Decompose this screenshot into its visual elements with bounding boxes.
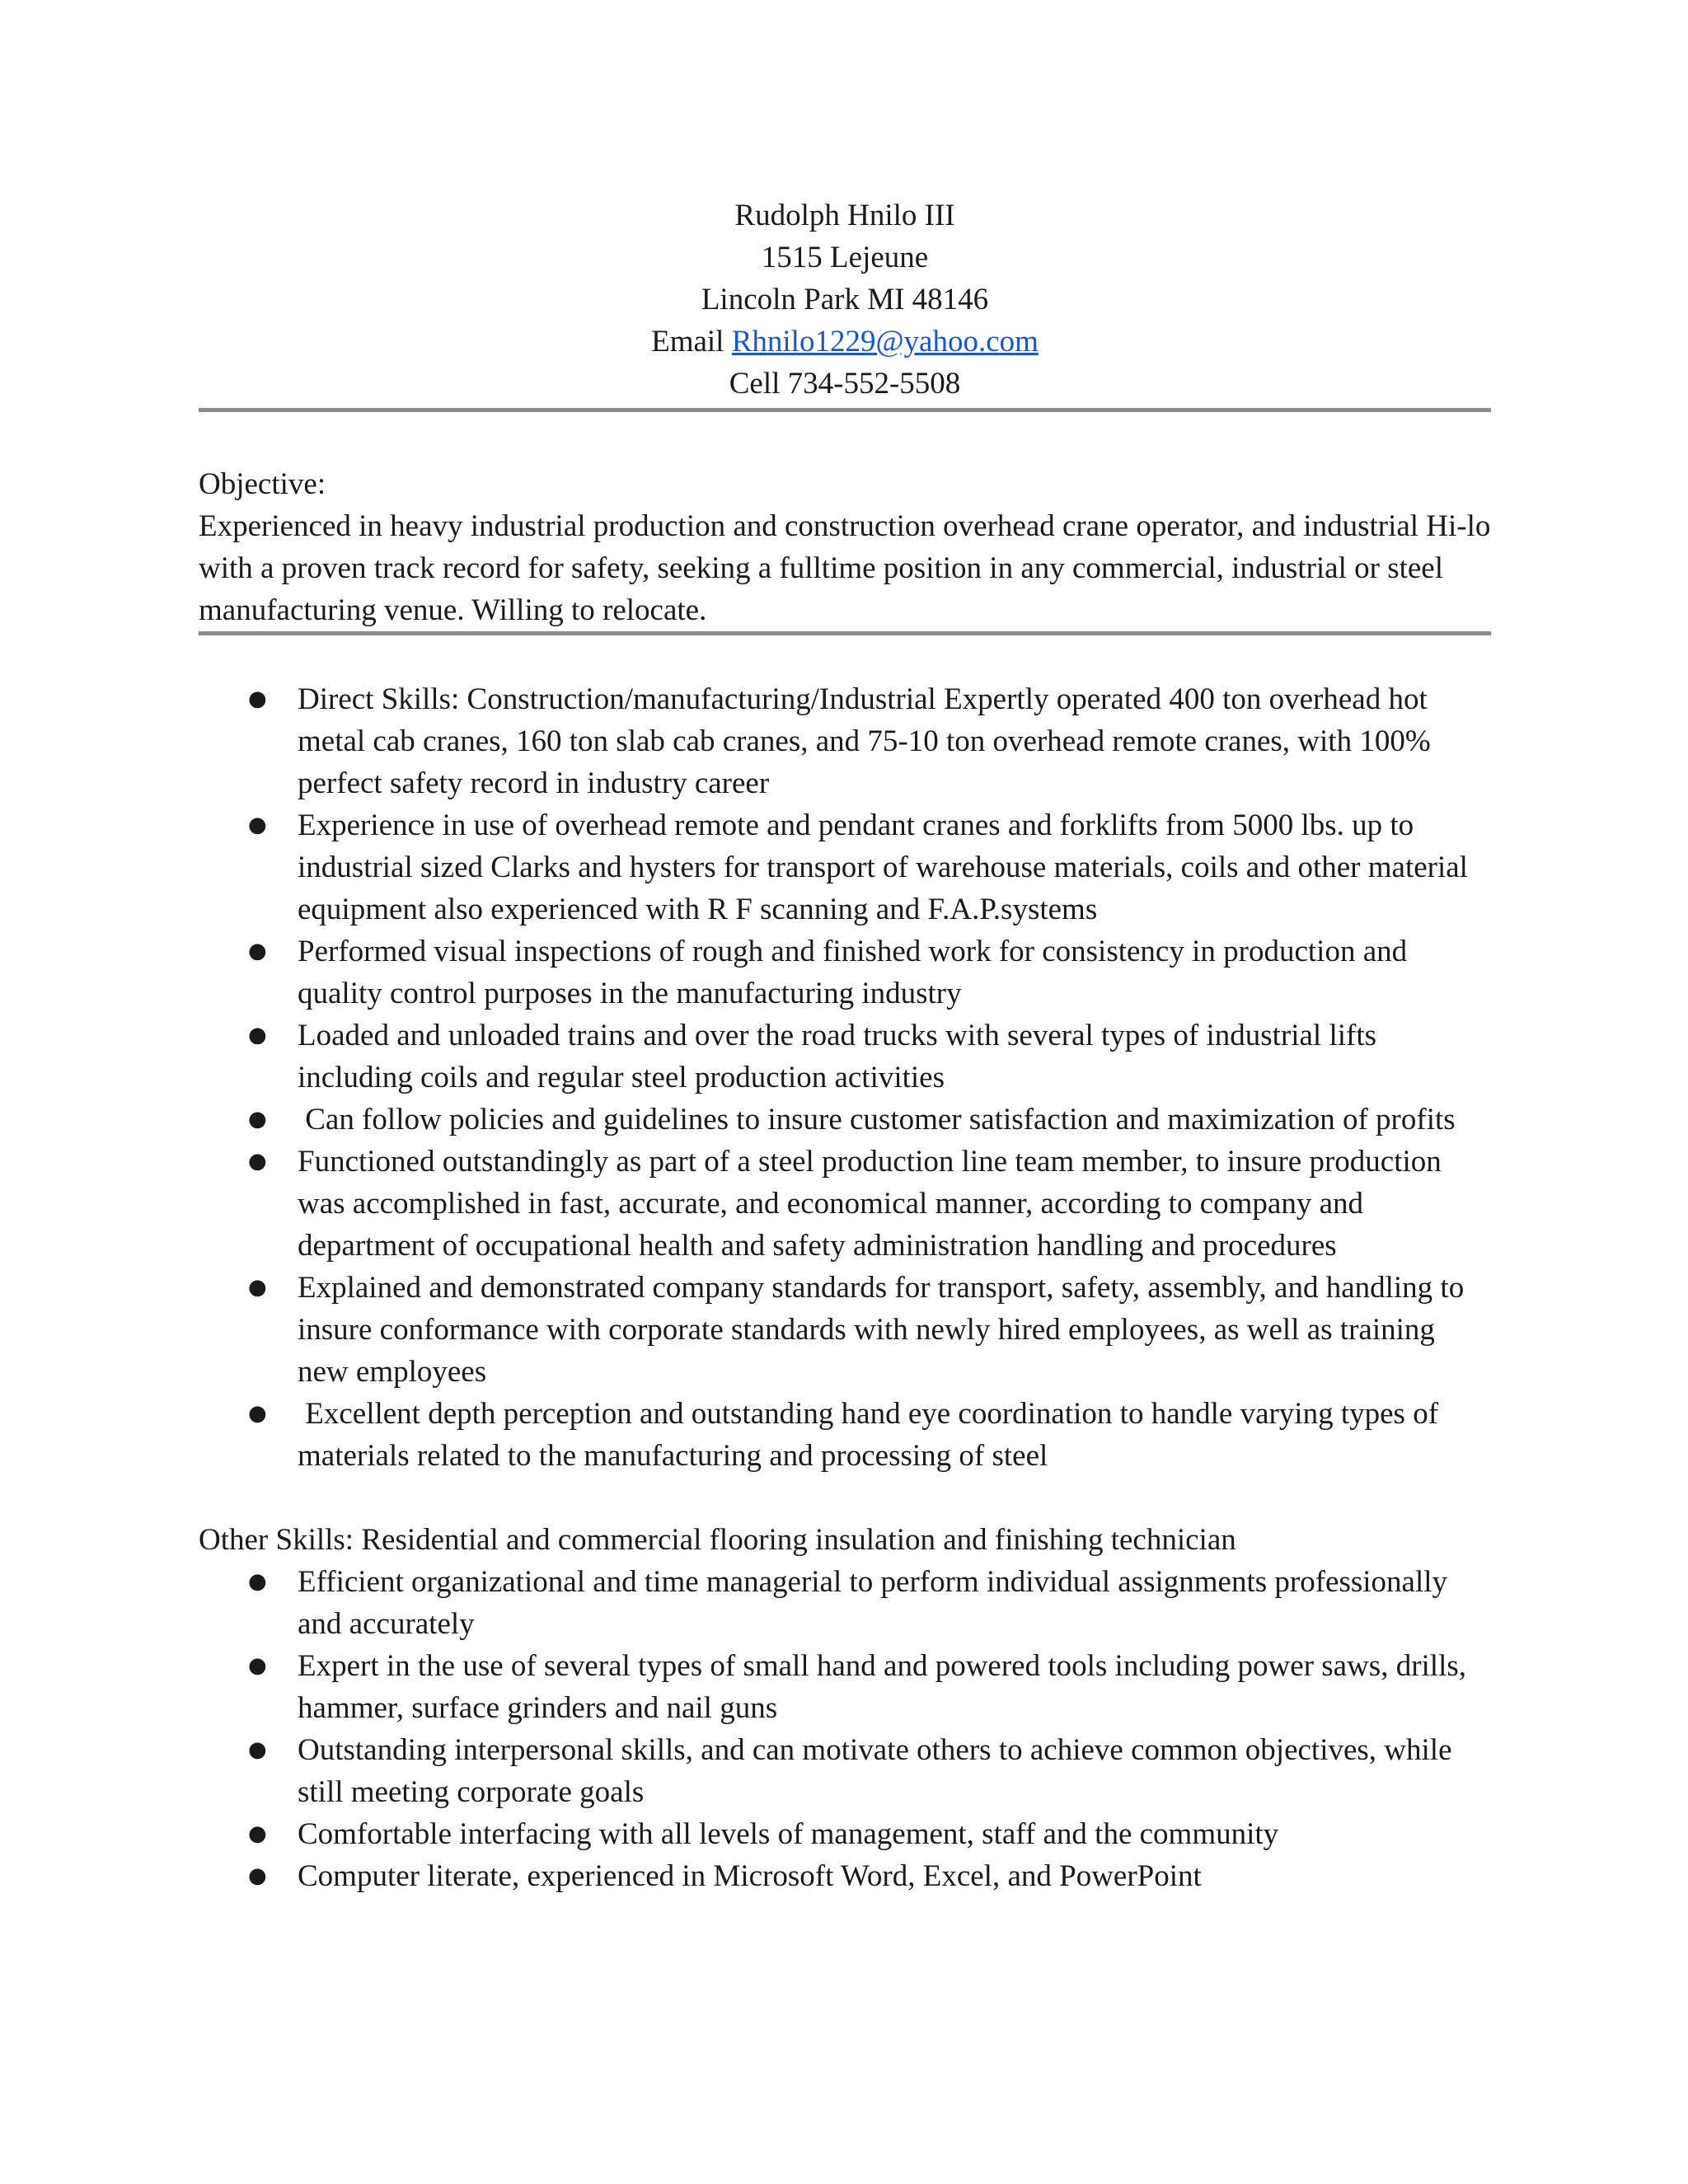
objective-text: Experienced in heavy industrial production and construction overhead crane operator, and industrial Hi-lo with a proven track record for safety, seeking a fulltime position in any commercial, industrial or steel manufacturing venue. Willing to relocate.: [199, 509, 1491, 627]
bullet-icon: ●: [248, 1107, 267, 1132]
objective-section: [199, 463, 1491, 635]
list-item: [199, 1855, 1491, 1897]
list-item: [199, 1729, 1491, 1813]
bullet-icon: ●: [248, 1275, 267, 1300]
list-item: [199, 1099, 1491, 1141]
bullet-icon: ●: [248, 1737, 267, 1762]
candidate-name: Rudolph Hnilo III: [734, 199, 955, 232]
list-item-text: Expert in the use of several types of small hand and powered tools including power saws, drills, hammer, surface grinders and nail guns: [298, 1649, 1467, 1725]
list-item: [199, 1561, 1491, 1645]
list-item-text: Performed visual inspections of rough and finished work for consistency in production and quality control purposes in the manufacturing industry: [298, 935, 1408, 1010]
list-item-text: Comfortable interfacing with all levels of management, staff and the community: [298, 1817, 1279, 1851]
list-item-text: Direct Skills: Construction/manufacturing/Industrial Expertly operated 400 ton overhead hot metal cab cranes, 160 ton slab cab cranes, and 75-10 ton overhead remote cranes, with 100% perfect safety record in industry career: [298, 682, 1431, 800]
list-item: [199, 1015, 1491, 1099]
list-item: [199, 1267, 1491, 1393]
direct-skills-list: [199, 678, 1491, 1477]
list-item: [199, 930, 1491, 1015]
email-link[interactable]: Rhnilo1229@yahoo.com: [731, 325, 1039, 359]
street-address: 1515 Lejeune: [761, 241, 929, 274]
list-item: [199, 1645, 1491, 1729]
bullet-icon: ●: [248, 1401, 267, 1426]
city-address: Lincoln Park MI 48146: [701, 283, 989, 316]
list-item-text: Experience in use of overhead remote and pendant cranes and forklifts from 5000 lbs. up to industrial sized Clarks and hysters for transport of warehouse materials, coils and other material equipment also experienced with R F scanning and F.A.P.systems: [298, 808, 1468, 926]
bullet-icon: ●: [248, 813, 267, 837]
list-item: [199, 1141, 1491, 1267]
cell-phone: Cell 734-552-5508: [729, 367, 961, 401]
objective-heading: Objective:: [199, 467, 326, 501]
email-label: Email: [651, 325, 732, 359]
resume-page: [199, 194, 1491, 1897]
bullet-icon: ●: [248, 1149, 267, 1174]
bullet-icon: ●: [248, 1023, 267, 1047]
other-skills-heading: Other Skills: Residential and commercial flooring insulation and finishing technician: [199, 1523, 1236, 1557]
list-item: [199, 1393, 1491, 1477]
bullet-icon: ●: [248, 1821, 267, 1846]
list-item-text: Can follow policies and guidelines to insure customer satisfaction and maximization of profits: [298, 1103, 1456, 1137]
other-skills-list: [199, 1561, 1491, 1897]
list-item-text: Efficient organizational and time managerial to perform individual assignments professionally and accurately: [298, 1565, 1447, 1641]
bullet-icon: ●: [248, 939, 267, 963]
list-item: [199, 1813, 1491, 1855]
bullet-icon: ●: [248, 687, 267, 711]
bullet-icon: ●: [248, 1863, 267, 1888]
contact-header: [199, 194, 1491, 412]
list-item-text: Loaded and unloaded trains and over the road trucks with several types of industrial lifts including coils and regular steel production activities: [298, 1019, 1377, 1094]
bullet-icon: ●: [248, 1569, 267, 1594]
email-line: [199, 321, 1491, 363]
list-item-text: Explained and demonstrated company standards for transport, safety, assembly, and handling to insure conformance with corporate standards with newly hired employees, as well as training new employees: [298, 1271, 1465, 1389]
bullet-icon: ●: [248, 1653, 267, 1678]
list-item-text: Outstanding interpersonal skills, and can motivate others to achieve common objectives, while still meeting corporate goals: [298, 1733, 1452, 1809]
list-item-text: Excellent depth perception and outstanding hand eye coordination to handle varying types of materials related to the manufacturing and processing of steel: [298, 1397, 1447, 1473]
list-item-text: Functioned outstandingly as part of a steel production line team member, to insure production was accomplished in fast, accurate, and economical manner, according to company and department of occupational health and safety administration handling and procedures: [298, 1145, 1442, 1263]
list-item: [199, 804, 1491, 930]
list-item: [199, 678, 1491, 804]
list-item-text: Computer literate, experienced in Microsoft Word, Excel, and PowerPoint: [298, 1859, 1202, 1893]
